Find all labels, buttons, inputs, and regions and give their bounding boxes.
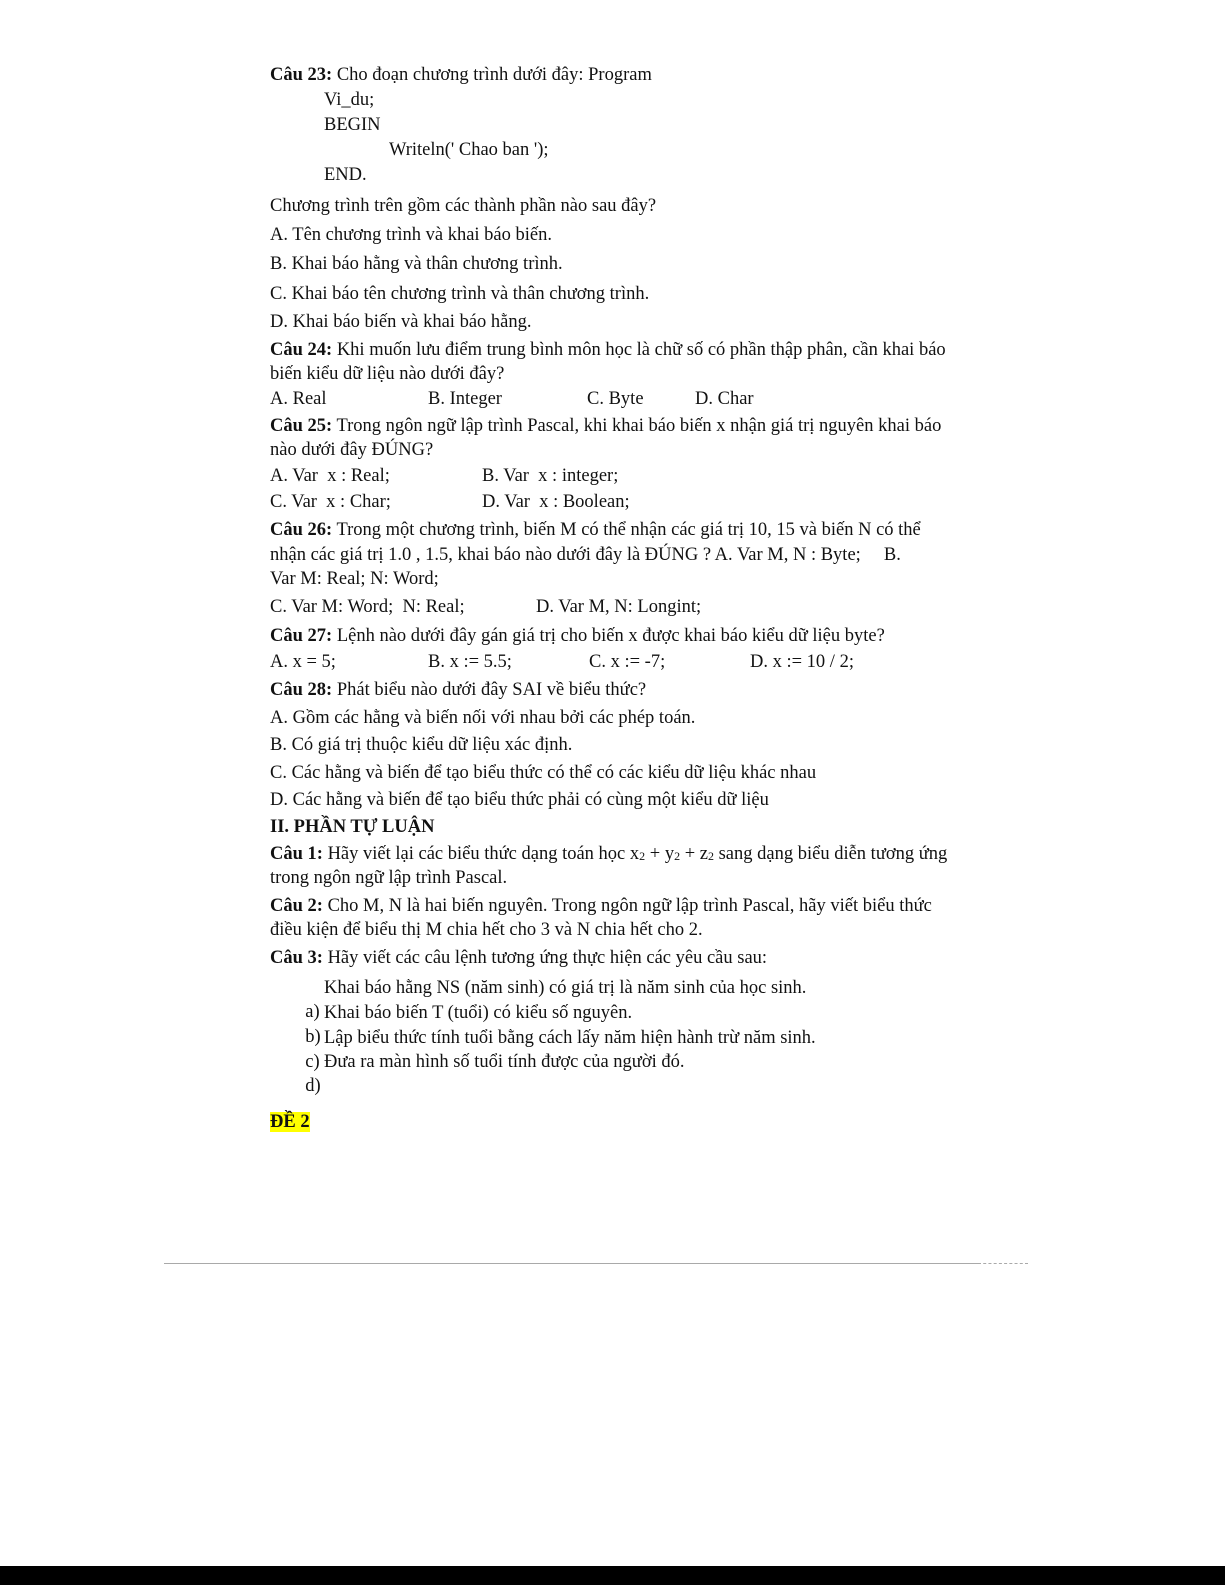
e1-sub: 2 [639,849,646,863]
q27-option-c: C. x := -7; [589,652,666,672]
list-marker: c) [305,1052,320,1072]
page-divider [164,1263,978,1264]
q25-option-c: C. Var x : Char; [270,492,391,512]
e1-mid: + y [645,844,675,864]
list-text: Đưa ra màn hình số tuổi tính được của người đó. [324,1052,685,1072]
q25-option-b: B. Var x : integer; [482,466,619,486]
q24-options [270,387,970,411]
code-line: END. [324,165,367,185]
q24-option-b: B. Integer [428,389,502,409]
q26-option-c: C. Var M: Word; N: Real; [270,597,465,617]
q24-text: Khi muốn lưu điểm trung bình môn học là chữ số có phần thập phân, cần khai báo [332,340,946,360]
q28-option-c: C. Các hằng và biến để tạo biểu thức có thể có các kiểu dữ liệu khác nhau [270,763,817,783]
q25-option-a: A. Var x : Real; [270,466,390,486]
e2-line2: điều kiện để biểu thị M chia hết cho 3 và N chia hết cho 2. [270,920,703,940]
list-text: Khai báo biến T (tuổi) có kiểu số nguyên. [324,1003,633,1023]
e2-label: Câu 2: [270,896,323,916]
q25-options-row2 [270,490,970,514]
code-line: Vi_du; [324,90,375,110]
q26-label: Câu 26: [270,520,333,540]
q26-text: Trong một chương trình, biến M có thể nhận các giá trị 10, 15 và biến N có thể [332,520,921,540]
q25-options-row1 [270,464,970,488]
e1-mid: + z [680,844,708,864]
q23-option-b: B. Khai báo hằng và thân chương trình. [270,254,563,274]
q25-text: Trong ngôn ngữ lập trình Pascal, khi khai báo biến x nhận giá trị nguyên khai báo [332,416,942,436]
q23-text: Cho đoạn chương trình dưới đây: Program [332,65,652,85]
q25-label: Câu 25: [270,416,333,436]
e1-line2: trong ngôn ngữ lập trình Pascal. [270,868,508,888]
q24-line1 [270,338,946,362]
e1-post: sang dạng biểu diễn tương ứng [713,844,948,864]
q25-line2: nào dưới đây ĐÚNG? [270,440,434,460]
q26-option-d: D. Var M, N: Longint; [536,597,702,617]
q24-option-a: A. Real [270,389,327,409]
e1-label: Câu 1: [270,844,323,864]
q28-option-a: A. Gồm các hằng và biến nối với nhau bởi các phép toán. [270,708,696,728]
page-divider-dash [978,1263,1028,1264]
q25-line1 [270,414,941,438]
e2-text: Cho M, N là hai biến nguyên. Trong ngôn ngữ lập trình Pascal, hãy viết biểu thức [322,896,932,916]
q27-option-d: D. x := 10 / 2; [750,652,854,672]
q23-option-d: D. Khai báo biến và khai báo hằng. [270,312,532,332]
e1-sub: 2 [707,849,714,863]
code-line: BEGIN [324,115,381,135]
q26-line3: Var M: Real; N: Word; [270,569,439,589]
q28-label: Câu 28: [270,680,333,700]
list-text: Khai báo hằng NS (năm sinh) có giá trị là năm sinh của học sinh. [324,978,807,998]
q25-option-d: D. Var x : Boolean; [482,492,630,512]
q23-option-a: A. Tên chương trình và khai báo biến. [270,225,552,245]
e3-heading [270,946,767,970]
q26-line1 [270,518,921,542]
e1-sub: 2 [674,849,681,863]
q24-line2: biến kiểu dữ liệu nào dưới đây? [270,364,505,384]
q26-line2: nhận các giá trị 1.0 , 1.5, khai báo nào dưới đây là ĐÚNG ? A. Var M, N : Byte; B. [270,545,901,565]
list-item [296,1050,996,1096]
exam-title [270,1110,310,1134]
q23-option-c: C. Khai báo tên chương trình và thân chương trình. [270,284,650,304]
q23-question: Chương trình trên gồm các thành phần nào sau đây? [270,196,657,216]
q24-option-c: C. Byte [587,389,644,409]
list-marker: a) [305,1002,320,1022]
q23-heading [270,63,652,87]
bottom-bar [0,1566,1225,1585]
e2-line1 [270,894,932,918]
q27-options [270,650,970,674]
list-text: Lập biểu thức tính tuổi bằng cách lấy năm hiện hành trừ năm sinh. [324,1028,816,1048]
q23-label: Câu 23: [270,65,333,85]
list-marker: d) [305,1076,321,1096]
q24-label: Câu 24: [270,340,333,360]
e1-line1 [270,842,947,868]
q28-option-b: B. Có giá trị thuộc kiểu dữ liệu xác định. [270,735,573,755]
q27-text: Lệnh nào dưới đây gán giá trị cho biến x được khai báo kiểu dữ liệu byte? [332,626,885,646]
q24-option-d: D. Char [695,389,754,409]
q27-option-b: B. x := 5.5; [428,652,512,672]
list-marker: b) [305,1027,321,1047]
q27-option-a: A. x = 5; [270,652,336,672]
e3-label: Câu 3: [270,948,323,968]
q28-text: Phát biểu nào dưới đây SAI về biểu thức? [332,680,647,700]
q28-option-d: D. Các hằng và biến để tạo biểu thức phải có cùng một kiểu dữ liệu [270,790,769,810]
q27-label: Câu 27: [270,626,333,646]
exam-title-text: ĐỀ 2 [270,1112,310,1132]
q26-options [270,595,970,619]
section-heading: II. PHẦN TỰ LUẬN [270,817,435,837]
e1-pre: Hãy viết lại các biểu thức dạng toán học x [322,844,640,864]
e3-text: Hãy viết các câu lệnh tương ứng thực hiện các yêu cầu sau: [322,948,768,968]
code-line: Writeln(' Chao ban '); [389,140,549,160]
q28-heading [270,678,646,702]
q27-heading [270,624,885,648]
